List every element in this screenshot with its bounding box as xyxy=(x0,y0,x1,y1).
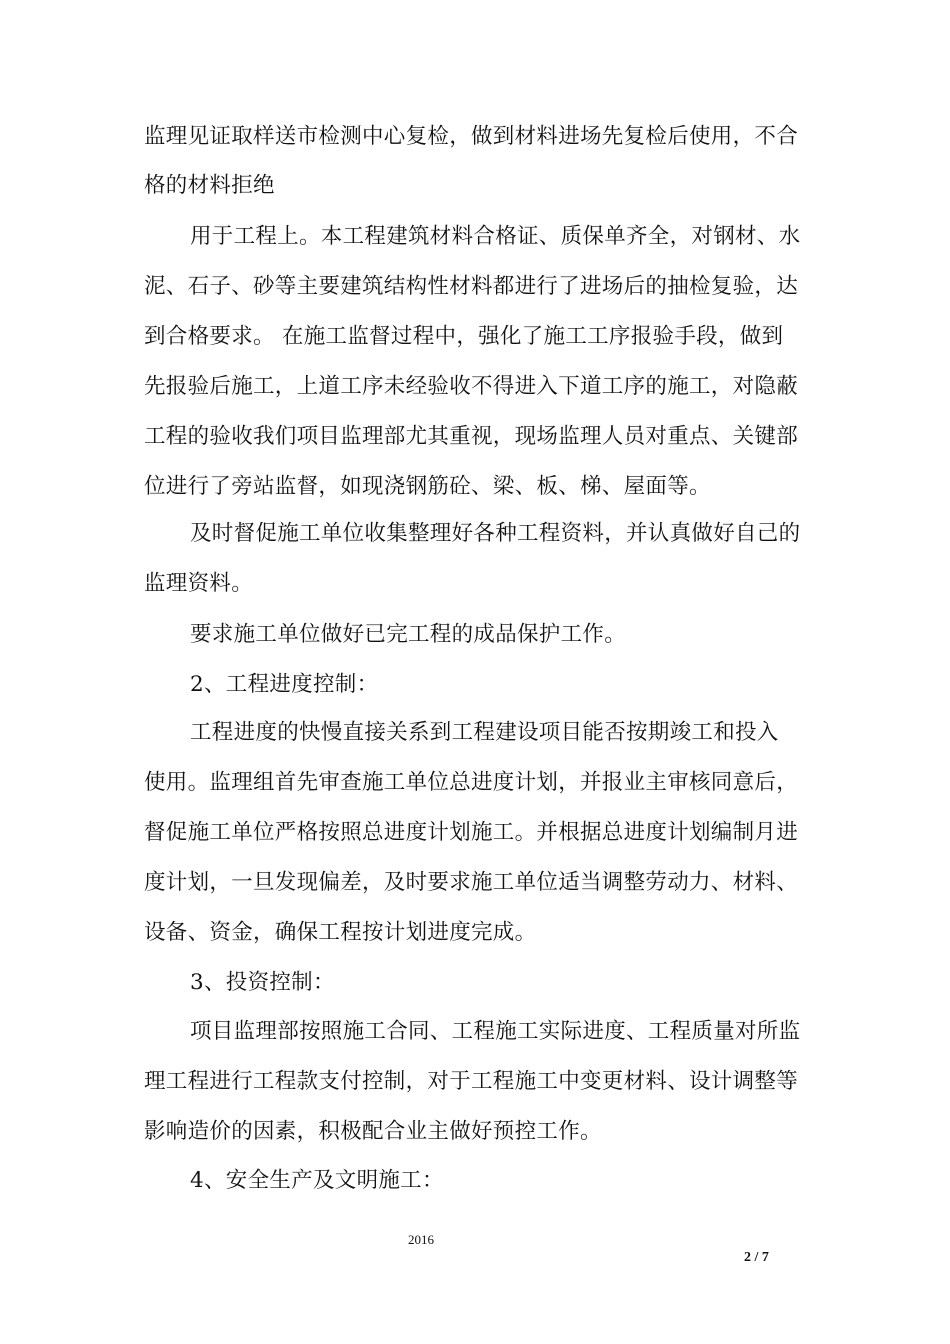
text-line-3: 用于工程上。本工程建筑材料合格证、质保单齐全，对钢材、水 xyxy=(190,224,801,249)
section-heading-4: 4、安全生产及文明施工： xyxy=(190,1168,444,1193)
text-line-13: 工程进度的快慢直接关系到工程建设项目能否按期竣工和投入 xyxy=(190,720,779,745)
text-line-17: 设备、资金，确保工程按计划进度完成。 xyxy=(144,920,537,945)
text-line-19: 项目监理部按照施工合同、工程施工实际进度、工程质量对所监 xyxy=(190,1019,801,1044)
text-line-10: 监理资料。 xyxy=(144,571,254,596)
text-line-11: 要求施工单位做好已完工程的成品保护工作。 xyxy=(190,622,627,647)
text-line-9: 及时督促施工单位收集整理好各种工程资料，并认真做好自己的 xyxy=(190,521,801,546)
text-line-1: 监理见证取样送市检测中心复检，做到材料进场先复检后使用，不合 xyxy=(144,124,799,149)
section-heading-2: 2、工程进度控制： xyxy=(190,672,379,697)
text-line-20: 理工程进行工程款支付控制，对于工程施工中变更材料、设计调整等 xyxy=(144,1069,799,1094)
text-line-16: 度计划，一旦发现偏差，及时要求施工单位适当调整劳动力、材料、 xyxy=(144,870,799,895)
footer-year: 2016 xyxy=(408,1232,434,1247)
text-line-4: 泥、石子、砂等主要建筑结构性材料都进行了进场后的抽检复验，达 xyxy=(144,274,799,299)
page-number: 2 / 7 xyxy=(744,1250,769,1265)
text-line-5: 到合格要求。 在施工监督过程中，强化了施工工序报验手段，做到 xyxy=(144,324,784,349)
text-line-14: 使用。监理组首先审查施工单位总进度计划，并报业主审核同意后， xyxy=(144,770,799,795)
section-heading-3: 3、投资控制： xyxy=(190,970,335,995)
text-line-2: 格的材料拒绝 xyxy=(144,173,275,198)
text-line-15: 督促施工单位严格按照总进度计划施工。并根据总进度计划编制月进 xyxy=(144,820,799,845)
text-line-21: 影响造价的因素，积极配合业主做好预控工作。 xyxy=(144,1119,602,1144)
text-line-6: 先报验后施工，上道工序未经验收不得进入下道工序的施工，对隐蔽 xyxy=(144,374,799,399)
text-line-8: 位进行了旁站监督，如现浇钢筋砼、梁、板、梯、屋面等。 xyxy=(144,474,711,499)
text-line-7: 工程的验收我们项目监理部尤其重视，现场监理人员对重点、关键部 xyxy=(144,424,799,449)
